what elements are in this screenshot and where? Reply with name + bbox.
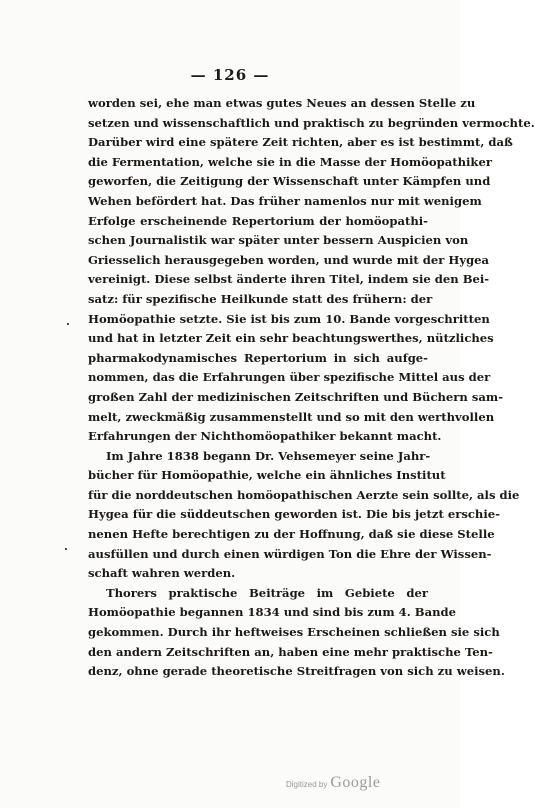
paragraph-1 [88, 94, 535, 447]
text-line: gekommen. Durch ihr heftweises Erscheinen schließen sie sich [88, 625, 500, 640]
text-line: Im Jahre 1838 begann Dr. Vehsemeyer seine Jahr- [106, 448, 431, 463]
text-line: schaft wahren werden. [88, 566, 236, 581]
text-line: melt, zweckmäßig zusammenstellt und so mit den werthvollen [88, 409, 495, 424]
margin-mark: · [64, 543, 68, 556]
text-line: großen Zahl der medizinischen Zeitschriften und Büchern sam- [88, 389, 504, 404]
text-line: nommen, das die Erfahrungen über spezifische Mittel aus der [88, 370, 491, 385]
text-line: Wehen befördert hat. Das früher namenlos nur mit wenigem [88, 193, 482, 208]
text-line: Griesselich herausgegeben worden, und wurde mit der Hygea [88, 252, 490, 267]
text-line: geworfen, die Zeitigung der Wissenschaft unter Kämpfen und [88, 174, 491, 189]
text-line: Erfahrungen der Nichthomöopathiker bekannt macht. [88, 429, 442, 444]
text-line: und hat in letzter Zeit ein sehr beachtungswerthes, nützliches [88, 331, 494, 346]
text-line: satz: für spezifische Heilkunde statt des frühern: der [88, 291, 433, 306]
text-line: die Fermentation, welche sie in die Masse der Homöopathiker [88, 154, 492, 169]
text-line: für die norddeutschen homöopathischen Aerzte sein sollte, als die [88, 487, 520, 502]
margin-mark: · [66, 318, 70, 331]
text-line: Erfolge erscheinende Repertorium der homöopathi- [88, 213, 428, 228]
paragraph-3 [88, 584, 505, 682]
text-line: Darüber wird eine spätere Zeit richten, aber es ist bestimmt, daß [88, 135, 513, 150]
text-line: Homöopathie begannen 1834 und sind bis zum 4. Bande [88, 605, 457, 620]
text-line: den andern Zeitschriften an, haben eine mehr praktische Ten- [88, 644, 493, 659]
text-line: Thorers praktische Beiträge im Gebiete der [106, 585, 428, 600]
google-logo: Google [330, 774, 381, 791]
text-line: nenen Hefte berechtigen zu der Hoffnung, daß sie diese Stelle [88, 527, 495, 542]
text-line: worden sei, ehe man etwas gutes Neues an dessen Stelle zu [88, 96, 476, 110]
text-line: setzen und wissenschaftlich und praktisch zu begründen vermochte. [88, 115, 535, 130]
text-line: denz, ohne gerade theoretische Streitfragen von sich zu weisen. [88, 664, 505, 679]
text-line: pharmakodynamisches Repertorium in sich aufge- [88, 350, 428, 365]
text-line: vereinigt. Diese selbst änderte ihren Titel, indem sie den Bei- [88, 272, 490, 287]
watermark-prefix: Digitized by [286, 780, 328, 789]
text-line: bücher für Homöopathie, welche ein ähnliches Institut [88, 468, 446, 483]
text-line: Homöopathie setzte. Sie ist bis zum 10. Bande vorgeschritten [88, 311, 490, 326]
digitized-watermark [286, 774, 380, 792]
body-text [88, 94, 535, 682]
text-line: schen Journalistik war später unter bessern Auspicien von [88, 233, 469, 248]
text-line: ausfüllen und durch einen würdigen Ton die Ehre der Wissen- [88, 546, 492, 561]
page-number: — 126 — [190, 66, 270, 84]
text-line: Hygea für die süddeutschen geworden ist. Die bis jetzt erschie- [88, 507, 500, 522]
paragraph-2 [88, 447, 520, 584]
